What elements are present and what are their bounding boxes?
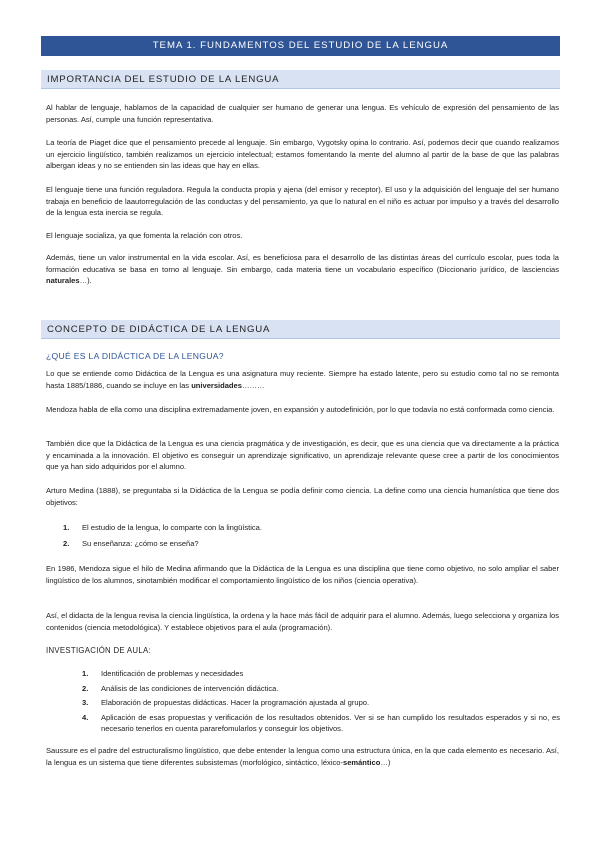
list-number: 2.: [63, 538, 70, 548]
paragraph: Al hablar de lenguaje, hablamos de la capacidad de cualquier ser humano de generar una lengua. Es vehículo de expresión del pensamiento de las personas. Así, cumple una función representativa.: [46, 103, 559, 124]
paragraph-text: …).: [79, 276, 92, 285]
paragraph-bold-text: naturales: [46, 276, 80, 285]
paragraph: [46, 252, 559, 287]
list-item-text: Elaboración de propuestas didácticas. Hacer la programación ajustada al grupo.: [101, 698, 370, 707]
paragraph: También dice que la Didáctica de la Lengua es una ciencia pragmática y de investigación, es decir, que es una ciencia que va directamente a la práctica y encaminada a la innovación. El objetivo es conseguir un aprendizaje significativo, un aprendizaje relevante quese cree a partir de los conocimientos que ya han sido adquiridos por el alumno.: [46, 439, 559, 471]
list-item: [82, 697, 560, 709]
list-item-text: Aplicación de esas propuestas y verificación de los resultados obtenidos. Ver si se han cumplido los resultados esperados y si no, es necesario tenerlos en cuenta pararefomularlos y conseguir los objetivos.: [101, 712, 560, 733]
paragraph-bold-text: universidades: [191, 380, 242, 390]
paragraph-text: Además, tiene un valor instrumental en la vida escolar. Así, es beneficiosa para el desarrollo de las distintas áreas del currículo escolar, pues toda la formación educativa se basa en torno al lenguaje. Sin embargo, cada materia tiene un vocabulario específico (Diccionario jurídico, de lasciencias: [46, 253, 559, 274]
list-item: [63, 538, 543, 550]
list-number: 1.: [63, 523, 70, 532]
investigation-list: [82, 668, 560, 735]
list-item: [82, 683, 560, 695]
list-item-text: Identificación de problemas y necesidades: [101, 669, 244, 678]
list-item-text: Análisis de las condiciones de intervención didáctica.: [101, 683, 279, 693]
subheading: ¿QUÉ ES LA DIDÁCTICA DE LA LENGUA?: [46, 351, 224, 361]
objectives-list: [63, 522, 543, 549]
paragraph: [46, 745, 559, 768]
list-item-text: El estudio de la lengua, lo comparte con la lingüística.: [82, 523, 262, 532]
section-heading-importancia: IMPORTANCIA DEL ESTUDIO DE LA LENGUA: [41, 70, 560, 89]
paragraph: En 1986, Mendoza sigue el hilo de Medina afirmando que la Didáctica de la Lengua es una disciplina que tiene como objetivo, no solo ampliar el saber lingüístico de los alumnos, sinotambién modificar el comportamiento lingüístico de los niños (ciencia operativa).: [46, 564, 559, 585]
paragraph: El lenguaje tiene una función reguladora. Regula la conducta propia y ajena (del emisor y receptor). El uso y la adquisición del lenguaje del ser humano trabaja en beneficio de laautorregulación de las conductas y del pensamiento, ya que lo natural en el niño es actuar por impulso y a través del desarrollo de la lengua esta inercia se regula.: [46, 185, 559, 217]
paragraph: Así, el didacta de la lengua revisa la ciencia lingüística, la ordena y la hace más fácil de adquirir para el alumno. Además, luego selecciona y organiza los contenidos (ciencia metodológica). Y establece objetivos para el aula (programación).: [46, 611, 559, 632]
list-number: 2.: [82, 683, 89, 693]
paragraph: El lenguaje socializa, ya que fomenta la relación con otros.: [46, 231, 243, 240]
list-item: [63, 522, 543, 534]
paragraph: La teoría de Piaget dice que el pensamiento precede al lenguaje. Sin embargo, Vygotsky opina lo contrario. Así, podemos decir que cuando realizamos un ejercicio lingüístico, también realizamos un ejercicio intelectual; estamos fomentando la mente del alumno al partir de la base de que las palabras albergan ideas y no se entienden sin las ideas que hay en ellas.: [46, 138, 559, 170]
paragraph: [46, 368, 559, 391]
paragraph-bold-text: semántico: [343, 757, 381, 767]
list-item-text: Su enseñanza: ¿cómo se enseña?: [82, 538, 199, 548]
list-number: 4.: [82, 712, 89, 722]
paragraph-text: Lo que se entiende como Didáctica de la Lengua es una asignatura muy reciente. Siempre ha estado latente, pero su estudio como tal no se remonta hasta 1885/1886, cuando se incluye en las: [46, 369, 559, 390]
section-heading-concepto: CONCEPTO DE DIDÁCTICA DE LA LENGUA: [41, 320, 560, 339]
document-title: TEMA 1. FUNDAMENTOS DEL ESTUDIO DE LA LENGUA: [41, 36, 560, 56]
list-number: 1.: [82, 669, 89, 678]
paragraph-text: Saussure es el padre del estructuralismo lingüístico, que debe entender la lengua como una estructura única, en la que cada elemento es necesario. Así, la lengua es un sistema que tiene diferentes subsistemas (morfológico, sintáctico, léxico-: [46, 746, 559, 767]
list-number: 3.: [82, 698, 89, 707]
paragraph: Mendoza habla de ella como una disciplina extremadamente joven, en expansión y autodefinición, por lo que todavía no está conformada como ciencia.: [46, 405, 555, 414]
list-item: [82, 668, 560, 680]
paragraph: Arturo Medina (1888), se preguntaba si la Didáctica de la Lengua se podía definir como ciencia. La define como una ciencia humanística que tiene dos objetivos:: [46, 486, 559, 507]
paragraph-text: …): [380, 757, 391, 767]
investigation-heading: INVESTIGACIÓN DE AULA:: [46, 646, 151, 655]
paragraph-text: ………: [241, 380, 265, 390]
list-item: [82, 712, 560, 735]
